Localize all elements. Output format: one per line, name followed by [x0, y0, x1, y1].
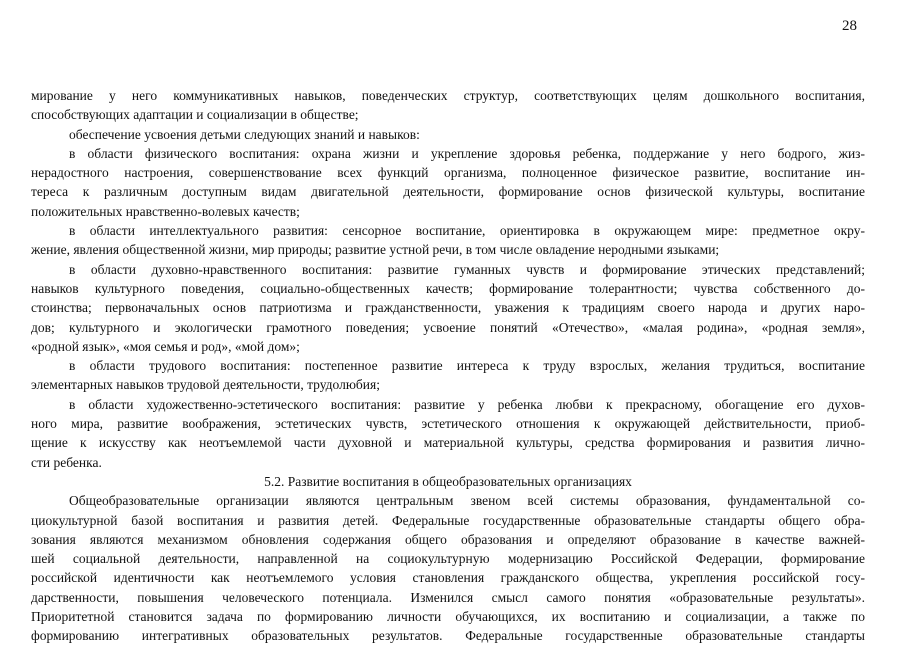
paragraphs-before-heading: [31, 86, 865, 472]
text-line: в области интеллектуального развития: сенсорное воспитание, ориентировка в окружающем мире: предметное окру-: [69, 223, 865, 239]
text-line: дарственности, повышения человеческого потенциала. Изменился смысл самого понятия «образовательные результаты».: [31, 589, 865, 605]
text-line: положительных нравственно-волевых качеств;: [31, 203, 300, 219]
text-line: циокультурной базой воспитания и развития детей. Федеральные государственные образовательные стандарты общего обра-: [31, 512, 865, 528]
body-text: [31, 86, 865, 646]
text-line: нерадостного настроения, совершенствование всех функций организма, полноценное физическое развитие, воспитание ин-: [31, 165, 865, 181]
text-line: мирование у него коммуникативных навыков, поведенческих структур, соответствующих целям дошкольного воспитания,: [31, 88, 865, 103]
text-line: Приоритетной становится задача по формированию личности обучающихся, их воспитанию и социализации, а также по: [31, 609, 865, 625]
text-line: жение, явления общественной жизни, мир природы; развитие устной речи, в том числе овладение неродными языками;: [31, 242, 720, 258]
text-line: стоинства; первоначальных основ патриотизма и гражданственности, уважения к традициям своего народа и других наро-: [31, 300, 865, 316]
text-line: в области физического воспитания: охрана жизни и укрепление здоровья ребенка, поддержание у него бодрого, жиз-: [69, 145, 865, 161]
paragraphs-after-heading: [31, 491, 865, 645]
text-line: дов; культурного и экологически грамотного поведения; усвоение понятий «Отечество», «малая родина», «родная земля»,: [31, 319, 865, 335]
text-line: формированию интегративных образовательных результатов. Федеральные государственные образовательные стандарты: [31, 628, 865, 644]
text-line: зования являются механизмом обновления содержания общего образования и определяют образование в качестве важней-: [31, 531, 865, 547]
text-line: шей социальной деятельности, направленной на социокультурную модернизацию Российской Федерации, формирование: [31, 551, 865, 567]
text-line: навыков культурного поведения, социально-общественных качеств; формирование толерантности; чувства собственного до-: [31, 280, 865, 296]
text-line: щение к искусству как неотъемлемой части духовной и материальной культуры, средства формирования и развития лично-: [31, 435, 865, 451]
text-line: Общеобразовательные организации являются центральным звеном всей системы образования, фундаментальной со-: [69, 493, 865, 509]
page-number: 28: [842, 18, 857, 34]
text-line: сти ребенка.: [31, 454, 102, 470]
text-line: «родной язык», «моя семья и род», «мой дом»;: [31, 338, 300, 354]
text-line: в области трудового воспитания: постепенное развитие интереса к труду взрослых, желания трудиться, воспитание: [69, 358, 865, 374]
text-line: в области художественно-эстетического воспитания: развитие у ребенка любви к прекрасному, обогащение его духов-: [69, 396, 865, 412]
text-line: обеспечение усвоения детьми следующих знаний и навыков:: [69, 126, 420, 142]
text-line: элементарных навыков трудовой деятельности, трудолюбия;: [31, 377, 380, 393]
text-line: тереса к различным доступным видам двигательной деятельности, формирование основ физической культуры, воспитание: [31, 184, 865, 200]
section-heading: 5.2. Развитие воспитания в общеобразовательных организациях: [264, 473, 632, 489]
text-line: в области духовно-нравственного воспитания: развитие гуманных чувств и формирование этических представлений;: [69, 261, 865, 277]
text-line: российской идентичности как неотъемлемого условия становления гражданского общества, укрепления российской госу-: [31, 570, 865, 586]
text-line: способствующих адаптации и социализации в обществе;: [31, 107, 359, 123]
text-line: ного мира, развитие воображения, эстетических чувств, эстетического отношения к окружающей действительности, приоб-: [31, 416, 865, 432]
